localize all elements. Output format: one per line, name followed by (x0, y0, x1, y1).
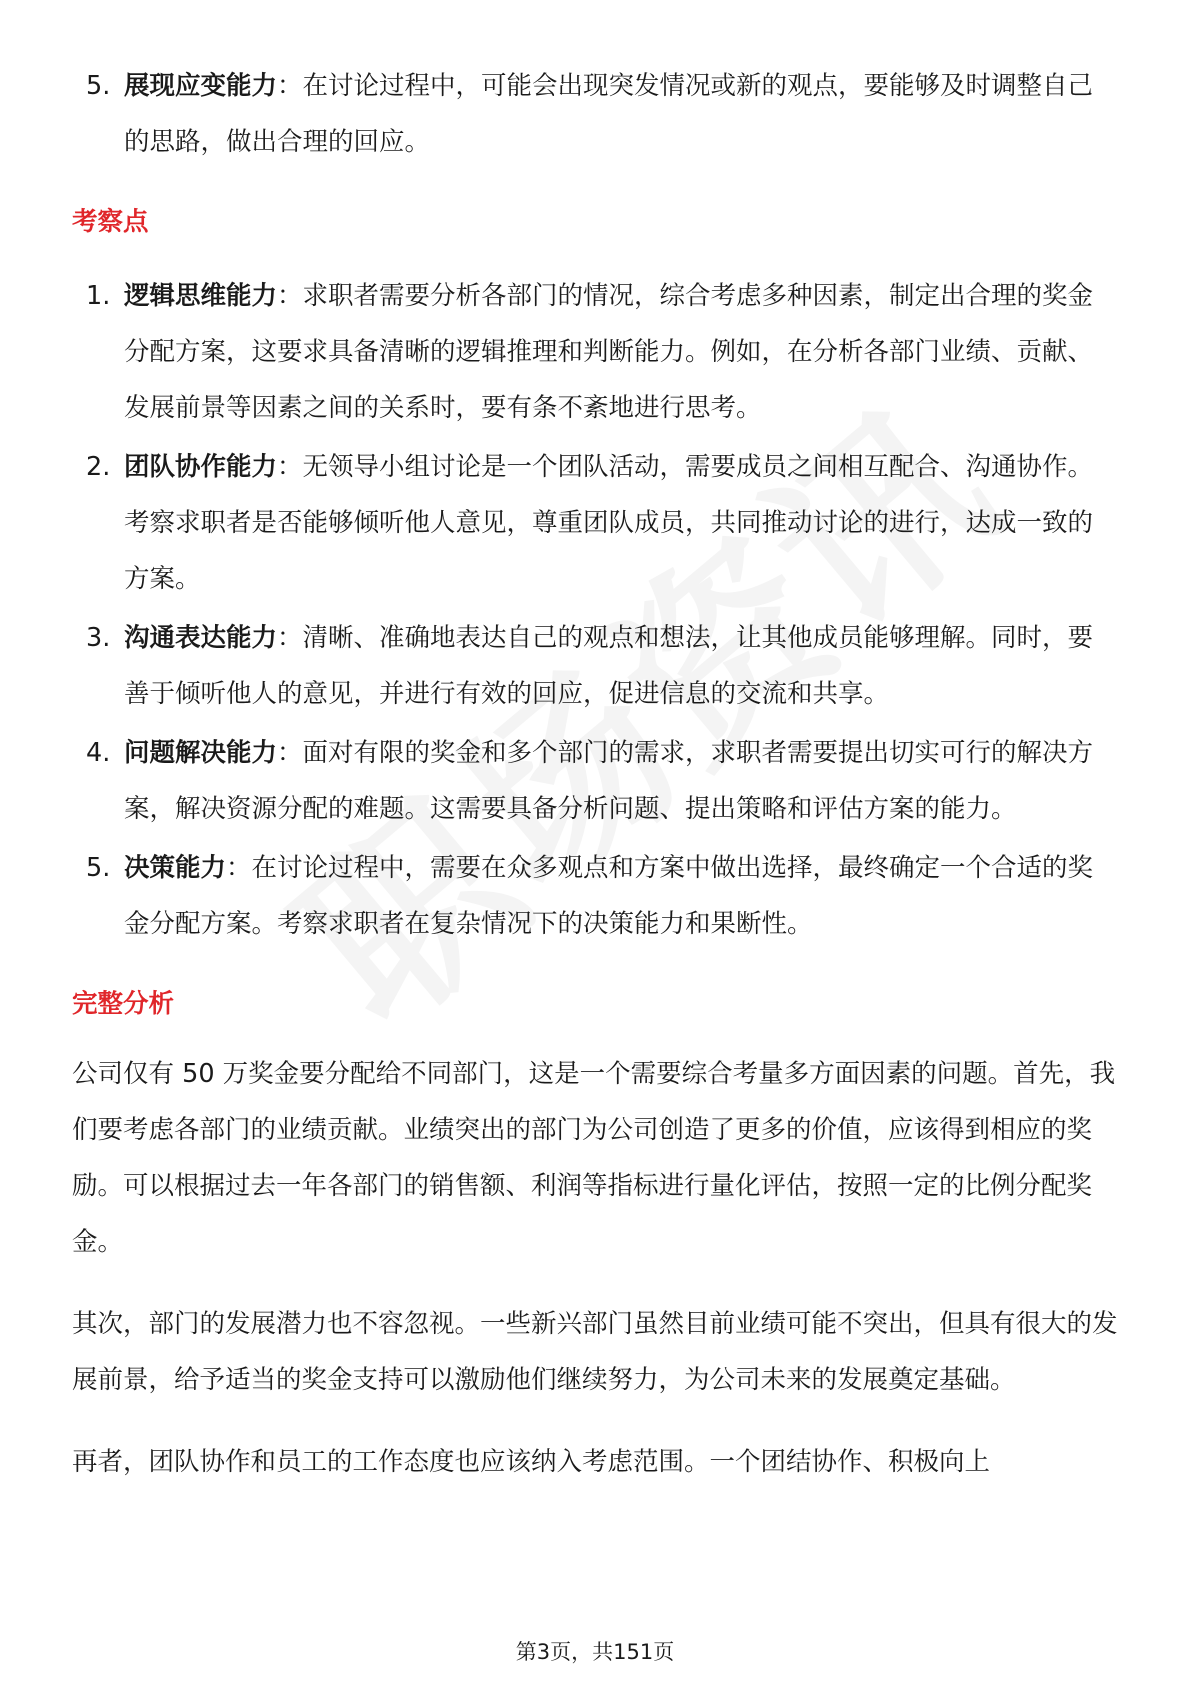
list-item-text: ：清晰、准确地表达自己的观点和想法，让其他成员能够理解。同时，要善于倾听他人的意见，并进行有效的回应，促进信息的交流和共享。 (124, 623, 1094, 709)
list-item (72, 840, 1118, 952)
list-item-number: 5. (86, 853, 111, 883)
page-footer: 第3页，共151页 (515, 1640, 675, 1664)
list-item-number: 5. (86, 71, 111, 101)
list-item (72, 58, 1118, 170)
list-item-text: ：在讨论过程中，需要在众多观点和方案中做出选择，最终确定一个合适的奖金分配方案。考察求职者在复杂情况下的决策能力和果断性。 (124, 853, 1094, 939)
list-item (72, 439, 1118, 607)
analysis-paragraph: 其次，部门的发展潜力也不容忽视。一些新兴部门虽然目前业绩可能不突出，但具有很大的发展前景，给予适当的奖金支持可以激励他们继续努力，为公司未来的发展奠定基础。 (72, 1309, 1118, 1395)
list-item-title: 问题解决能力 (124, 738, 278, 768)
list-item-number: 4. (86, 738, 111, 768)
list-item-number: 2. (86, 452, 111, 482)
list-item-number: 3. (86, 623, 111, 653)
list-item-text: ：在讨论过程中，可能会出现突发情况或新的观点，要能够及时调整自己的思路，做出合理的回应。 (124, 71, 1094, 157)
list-item (72, 725, 1118, 837)
list-item (72, 268, 1118, 436)
section-heading-analysis: 完整分析 (72, 989, 175, 1019)
section-heading-kaochadian: 考察点 (72, 207, 149, 237)
list-item-text: ：求职者需要分析各部门的情况，综合考虑多种因素，制定出合理的奖金分配方案，这要求具备清晰的逻辑推理和判断能力。例如，在分析各部门业绩、贡献、发展前景等因素之间的关系时，要有条不紊地进行思考。 (124, 281, 1094, 423)
kaochadian-list (72, 268, 1118, 952)
analysis-paragraph: 再者，团队协作和员工的工作态度也应该纳入考虑范围。一个团结协作、积极向上 (72, 1447, 991, 1477)
list-item-title: 沟通表达能力 (124, 623, 278, 653)
list-item-number: 1. (86, 281, 111, 311)
analysis-paragraph: 公司仅有 50 万奖金要分配给不同部门，这是一个需要综合考量多方面因素的问题。首先，我们要考虑各部门的业绩贡献。业绩突出的部门为公司创造了更多的价值，应该得到相应的奖励。可以根据过去一年各部门的销售额、利润等指标进行量化评估，按照一定的比例分配奖金。 (72, 1059, 1116, 1257)
list-item (72, 610, 1118, 722)
list-item-title: 团队协作能力 (124, 452, 278, 482)
list-item-title: 逻辑思维能力 (124, 281, 278, 311)
list-item-text: ：无领导小组讨论是一个团队活动，需要成员之间相互配合、沟通协作。考察求职者是否能够倾听他人意见，尊重团队成员，共同推动讨论的进行，达成一致的方案。 (124, 452, 1094, 594)
list-item-title: 展现应变能力 (124, 71, 278, 101)
list-item-text: ：面对有限的奖金和多个部门的需求，求职者需要提出切实可行的解决方案，解决资源分配的难题。这需要具备分析问题、提出策略和评估方案的能力。 (124, 738, 1094, 824)
list-item-title: 决策能力 (124, 853, 227, 883)
document-content (72, 58, 1118, 1490)
continued-list (72, 58, 1118, 170)
